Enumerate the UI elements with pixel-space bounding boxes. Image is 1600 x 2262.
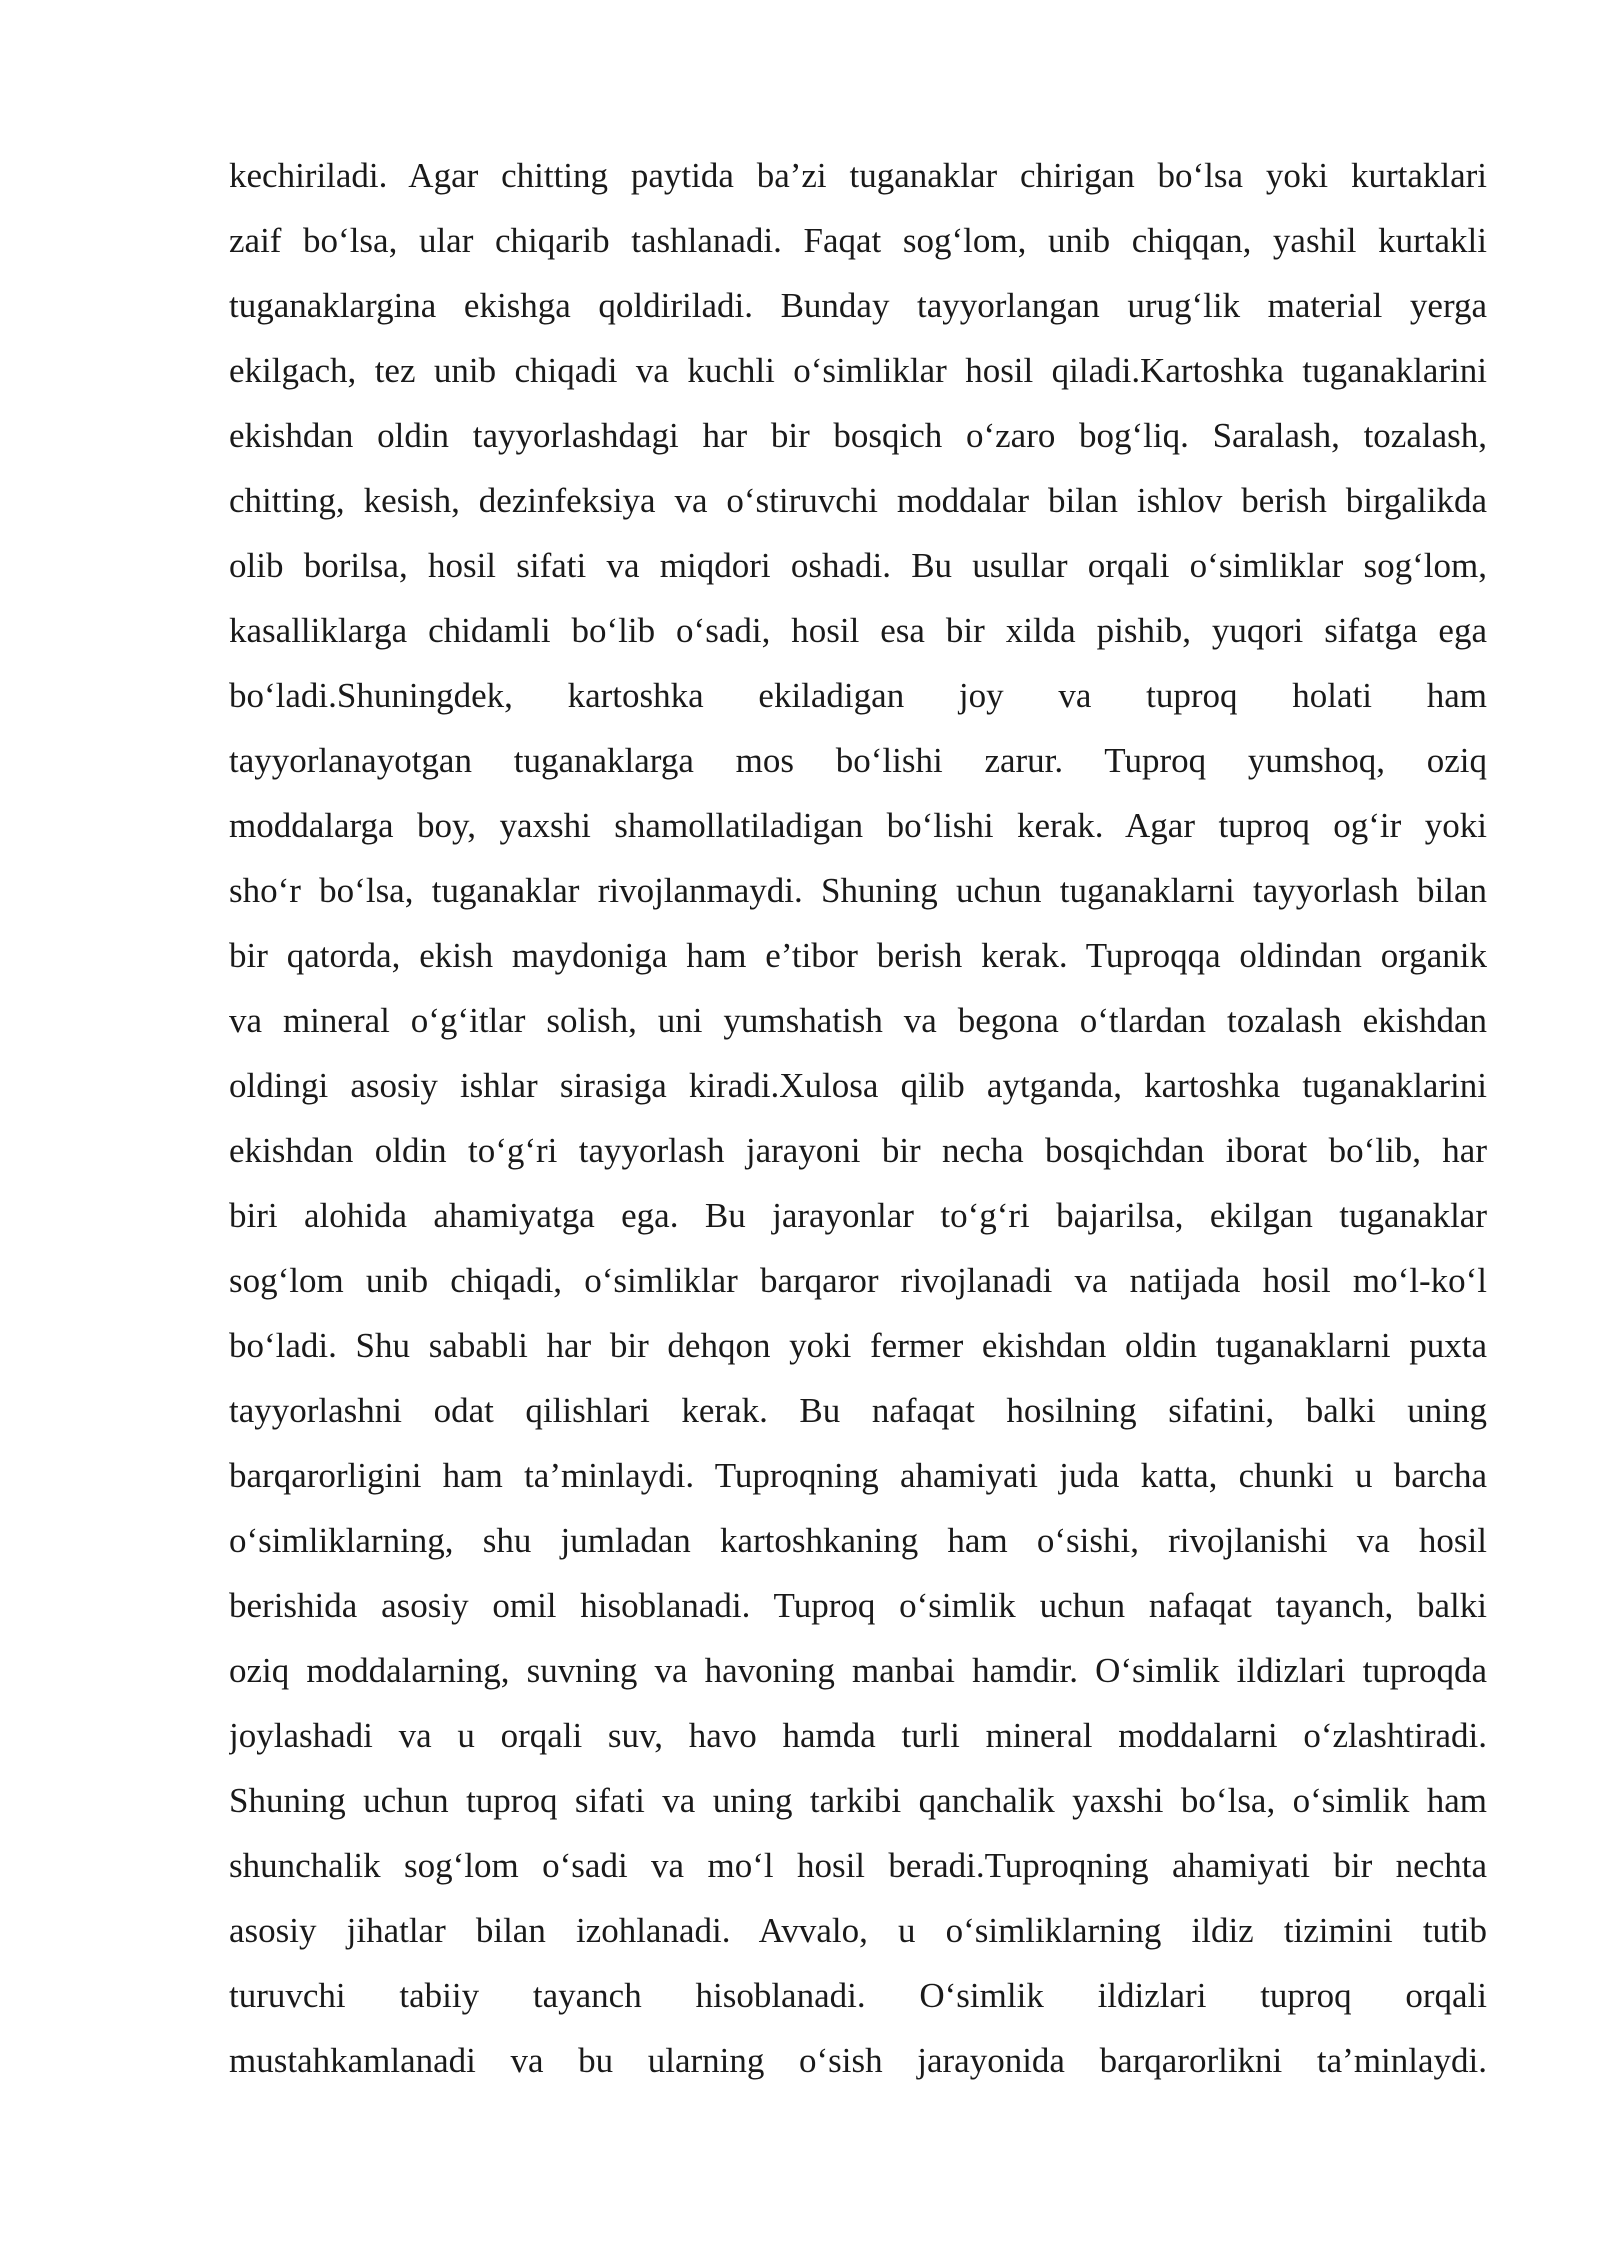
text-line: chitting, kesish, dezinfeksiya va o‘stiruvchi moddalar bilan ishlov berish birgalikda	[229, 481, 1487, 520]
text-line: tayyorlashni odat qilishlari kerak. Bu nafaqat hosilning sifatini, balki uning	[229, 1391, 1487, 1430]
text-line: biri alohida ahamiyatga ega. Bu jarayonlar to‘g‘ri bajarilsa, ekilgan tuganaklar	[229, 1196, 1487, 1235]
text-line: tayyorlanayotgan tuganaklarga mos bo‘lishi zarur. Tuproq yumshoq, oziq	[229, 741, 1487, 780]
text-line: shunchalik sog‘lom o‘sadi va mo‘l hosil beradi.Tuproqning ahamiyati bir nechta	[229, 1846, 1487, 1885]
text-line: moddalarga boy, yaxshi shamollatiladigan bo‘lishi kerak. Agar tuproq og‘ir yoki	[229, 806, 1487, 845]
text-line: sho‘r bo‘lsa, tuganaklar rivojlanmaydi. Shuning uchun tuganaklarni tayyorlash bilan	[229, 871, 1487, 910]
text-line: zaif bo‘lsa, ular chiqarib tashlanadi. Faqat sog‘lom, unib chiqqan, yashil kurtakli	[229, 221, 1487, 260]
text-line: o‘simliklarning, shu jumladan kartoshkaning ham o‘sishi, rivojlanishi va hosil	[229, 1521, 1487, 1560]
text-line: asosiy jihatlar bilan izohlanadi. Avvalo, u o‘simliklarning ildiz tizimini tutib	[229, 1911, 1487, 1950]
text-line: ekishdan oldin to‘g‘ri tayyorlash jarayoni bir necha bosqichdan iborat bo‘lib, har	[229, 1131, 1487, 1170]
text-line: va mineral o‘g‘itlar solish, uni yumshatish va begona o‘tlardan tozalash ekishdan	[229, 1001, 1487, 1040]
text-line: joylashadi va u orqali suv, havo hamda turli mineral moddalarni o‘zlashtiradi.	[229, 1716, 1487, 1755]
text-line: ekishdan oldin tayyorlashdagi har bir bosqich o‘zaro bog‘liq. Saralash, tozalash,	[229, 416, 1487, 455]
text-line: tuganaklargina ekishga qoldiriladi. Bunday tayyorlangan urug‘lik material yerga	[229, 286, 1487, 325]
text-line: bo‘ladi. Shu sababli har bir dehqon yoki fermer ekishdan oldin tuganaklarni puxta	[229, 1326, 1487, 1365]
text-line: oziq moddalarning, suvning va havoning manbai hamdir. O‘simlik ildizlari tuproqda	[229, 1651, 1487, 1690]
text-line: bo‘ladi.Shuningdek, kartoshka ekiladigan joy va tuproq holati ham	[229, 676, 1487, 715]
text-line: berishida asosiy omil hisoblanadi. Tuproq o‘simlik uchun nafaqat tayanch, balki	[229, 1586, 1487, 1625]
text-line: mustahkamlanadi va bu ularning o‘sish jarayonida barqarorlikni ta’minlaydi.	[229, 2041, 1487, 2080]
text-line: ekilgach, tez unib chiqadi va kuchli o‘simliklar hosil qiladi.Kartoshka tuganaklarini	[229, 351, 1487, 390]
body-text	[229, 143, 1487, 2093]
text-line: bir qatorda, ekish maydoniga ham e’tibor berish kerak. Tuproqqa oldindan organik	[229, 936, 1487, 975]
text-line: turuvchi tabiiy tayanch hisoblanadi. O‘simlik ildizlari tuproq orqali	[229, 1976, 1487, 2015]
text-line: kasalliklarga chidamli bo‘lib o‘sadi, hosil esa bir xilda pishib, yuqori sifatga ega	[229, 611, 1487, 650]
text-line: Shuning uchun tuproq sifati va uning tarkibi qanchalik yaxshi bo‘lsa, o‘simlik ham	[229, 1781, 1487, 1820]
text-line: barqarorligini ham ta’minlaydi. Tuproqning ahamiyati juda katta, chunki u barcha	[229, 1456, 1487, 1495]
text-line: olib borilsa, hosil sifati va miqdori oshadi. Bu usullar orqali o‘simliklar sog‘lom,	[229, 546, 1487, 585]
text-line: kechiriladi. Agar chitting paytida ba’zi tuganaklar chirigan bo‘lsa yoki kurtaklari	[229, 156, 1487, 195]
text-line: oldingi asosiy ishlar sirasiga kiradi.Xulosa qilib aytganda, kartoshka tuganaklarini	[229, 1066, 1487, 1105]
text-line: sog‘lom unib chiqadi, o‘simliklar barqaror rivojlanadi va natijada hosil mo‘l-ko‘l	[229, 1261, 1487, 1300]
